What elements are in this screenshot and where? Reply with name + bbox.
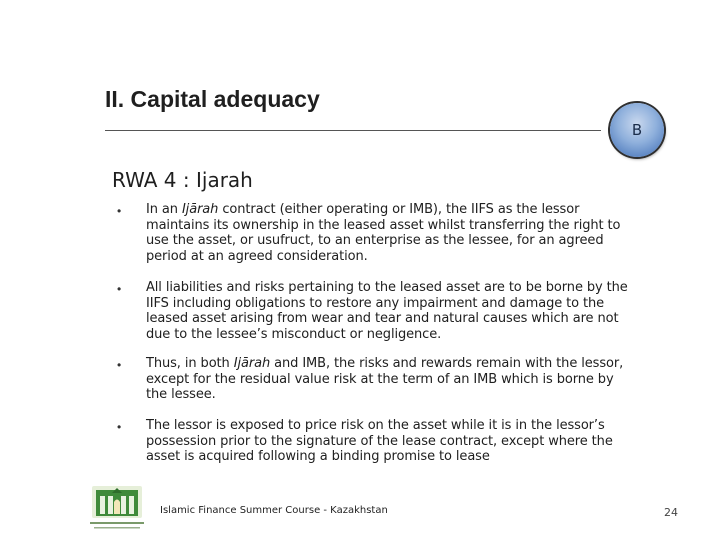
bullet-marker: • (117, 204, 122, 218)
bullet-text-italic: Ijārah (233, 356, 271, 371)
bullet-text-italic: Ijārah (181, 202, 219, 217)
slide-subtitle: RWA 4 : Ijarah (112, 168, 253, 192)
bullet-text (146, 356, 632, 403)
institution-logo-icon (86, 484, 148, 534)
bullet-text-part: All liabilities and risks pertaining to the leased asset are to be borne by the IIFS including obligations to restore any impairment and damage to the leased asset arising from wear and tear and natural causes which are not due to the lessee’s misconduct or negligence. (146, 280, 628, 342)
bullet-text-part: Thus, in both (146, 356, 234, 371)
section-badge-label: B (631, 121, 643, 139)
bullet-marker: • (117, 420, 122, 434)
section-badge (610, 103, 664, 157)
bullet-text (146, 280, 632, 342)
bullet-text (146, 202, 632, 264)
title-divider (105, 130, 601, 131)
bullet-marker: • (117, 282, 122, 296)
bullet-text-part: and IMB, the risks and rewards remain with the lessor, except for the residual value risk at the term of an IMB which is borne by the lessee. (146, 356, 624, 402)
footer-text: Islamic Finance Summer Course - Kazakhstan (160, 505, 388, 516)
bullet-text-part: In an (146, 202, 182, 217)
page-number: 24 (664, 506, 678, 519)
bullet-marker: • (117, 358, 122, 372)
bullet-text-part: contract (either operating or IMB), the IIFS as the lessor maintains its ownership in the leased asset whilst transferring the right to use the asset, or usufruct, to an enterprise as the lessee, for an agreed period at an agreed consideration. (146, 202, 621, 264)
slide-title: II. Capital adequacy (105, 86, 320, 112)
bullet-text (146, 418, 632, 465)
bullet-text-part: The lessor is exposed to price risk on the asset while it is in the lessor’s possession prior to the signature of the lease contract, except where the asset is acquired following a binding promise to lease (146, 418, 613, 464)
